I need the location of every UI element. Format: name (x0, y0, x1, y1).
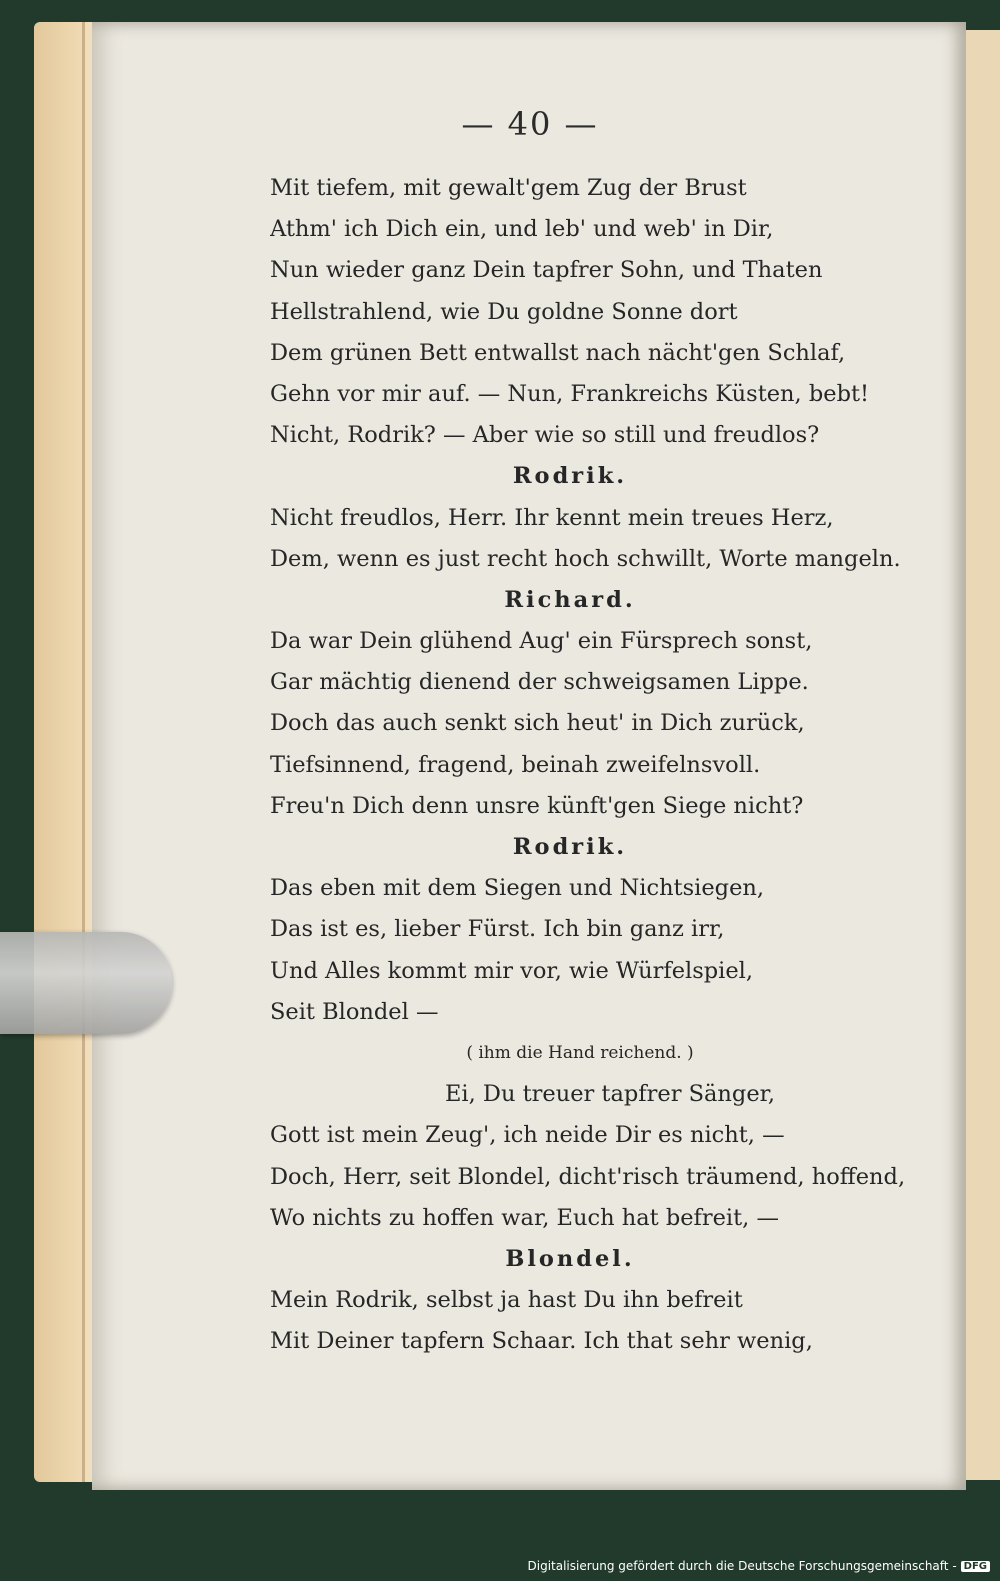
digitization-credit (528, 1559, 991, 1573)
verse-line-indented: Ei, Du treuer tapfrer Sänger, (445, 1081, 776, 1108)
verse-line: Und Alles kommt mir vor, wie Würfelspiel, (270, 957, 754, 984)
verse-line: Nun wieder ganz Dein tapfrer Sohn, und Thaten (270, 257, 823, 284)
verse-line: Doch das auch senkt sich heut' in Dich zurück, (270, 710, 805, 737)
verse-line: Tiefsinnend, fragend, beinah zweifelnsvoll. (270, 751, 761, 778)
verse-line: Gar mächtig dienend der schweigsamen Lippe. (270, 669, 809, 696)
verse-line: Dem grünen Bett entwallst nach nächt'gen Schlaf, (270, 339, 846, 366)
page-number: — 40 — (461, 105, 599, 143)
page-holder-clip (0, 932, 172, 1034)
speaker-name: Richard. (504, 586, 636, 613)
verse-line: Nicht, Rodrik? — Aber wie so still und freudlos? (270, 422, 820, 449)
verse-line: Nicht freudlos, Herr. Ihr kennt mein treues Herz, (270, 504, 834, 531)
verse-line: Gehn vor mir auf. — Nun, Frankreichs Küsten, bebt! (270, 380, 870, 407)
verse-line: Doch, Herr, seit Blondel, dicht'risch träumend, hoffend, (270, 1163, 906, 1190)
verse-line: Gott ist mein Zeug', ich neide Dir es nicht, — (270, 1122, 785, 1149)
credit-text: Digitalisierung gefördert durch die Deutsche Forschungsgemeinschaft - (527, 1559, 957, 1573)
stage-direction: ( ihm die Hand reichend. ) (466, 1042, 694, 1063)
verse-line: Freu'n Dich denn unsre künft'gen Siege nicht? (270, 792, 804, 819)
text-block (270, 168, 930, 1362)
verse-line: Dem, wenn es just recht hoch schwillt, Worte mangeln. (270, 545, 901, 572)
verse-line: Mit Deiner tapfern Schaar. Ich that sehr wenig, (270, 1328, 813, 1355)
verse-line: Wo nichts zu hoffen war, Euch hat befreit, — (270, 1204, 779, 1231)
verse-line: Das eben mit dem Siegen und Nichtsiegen, (270, 875, 765, 902)
dfg-logo: DFG (961, 1561, 990, 1572)
verse-line: Da war Dein glühend Aug' ein Fürsprech sonst, (270, 628, 813, 655)
verse-line: Hellstrahlend, wie Du goldne Sonne dort (270, 298, 738, 325)
verse-line: Athm' ich Dich ein, und leb' und web' in Dir, (270, 216, 774, 243)
verse-line: Mit tiefem, mit gewalt'gem Zug der Brust (270, 175, 747, 201)
speaker-name: Rodrik. (512, 834, 628, 860)
verse-line: Seit Blondel — (270, 998, 439, 1025)
speaker-name: Blondel. (505, 1245, 635, 1272)
verse-line: Mein Rodrik, selbst ja hast Du ihn befreit (270, 1287, 743, 1314)
verse-line: Das ist es, lieber Fürst. Ich bin ganz irr, (270, 916, 725, 943)
speaker-name: Rodrik. (512, 463, 628, 490)
adjacent-page-edge (962, 30, 1000, 1480)
